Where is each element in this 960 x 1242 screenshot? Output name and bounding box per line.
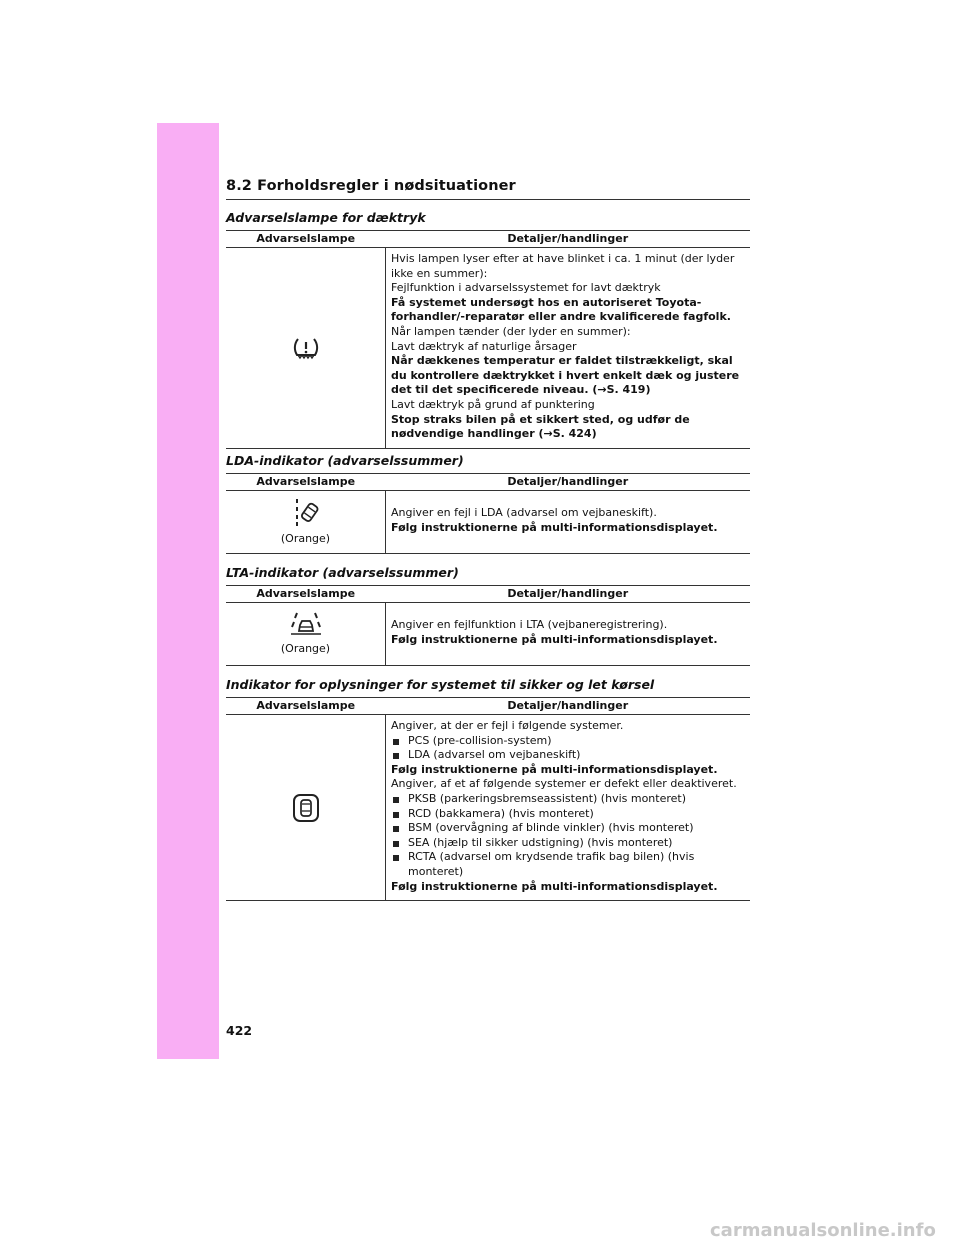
lamp-cell [226, 715, 386, 901]
list-item: RCTA (advarsel om krydsende trafik bag bilen) (hvis monteret) [391, 850, 746, 879]
lamp-cell [226, 603, 386, 666]
tire-pressure-table [226, 230, 750, 449]
list-item: LDA (advarsel om vejbaneskift) [391, 748, 746, 763]
detail-line: Når dækkenes temperatur er faldet tilstrækkeligt, skal du kontrollere dæktrykket i hvert enkelt dæk og justere det til det specificerede niveau. (→S. 419) [391, 354, 740, 397]
detail-line: Angiver en fejlfunktion i LTA (vejbaneregistrering). [391, 618, 668, 632]
detail-line: Hvis lampen lyser efter at have blinket i ca. 1 minut (der lyder ikke en summer): [391, 252, 735, 280]
detail-line: Angiver en fejl i LDA (advarsel om vejbaneskift). [391, 506, 657, 520]
col-header-details: Detaljer/handlinger [386, 586, 751, 603]
table-row [226, 491, 750, 554]
detail-line: Angiver, at der er fejl i følgende systemer. [391, 719, 624, 732]
table-row [226, 248, 750, 449]
section-title-text: Forholdsregler i nødsituationer [257, 178, 516, 194]
detail-line: Angiver, af et af følgende systemer er defekt eller deaktiveret. [391, 777, 737, 791]
section-title [226, 178, 516, 194]
section-number: 8.2 [226, 178, 252, 194]
table-heading-safe-driving: Indikator for oplysninger for systemet til sikker og let kørsel [226, 677, 655, 692]
detail-line: Lavt dæktryk af naturlige årsager [391, 339, 577, 353]
col-header-details: Detaljer/handlinger [386, 231, 751, 248]
safe-driving-info-icon [226, 793, 385, 823]
table-heading-lda: LDA-indikator (advarselssummer) [226, 453, 464, 468]
detail-line: Følg instruktionerne på multi-informationsdisplayet. [391, 521, 718, 534]
lamp-cell [226, 248, 386, 449]
detail-line: Følg instruktionerne på multi-informationsdisplayet. [391, 762, 718, 776]
detail-line: Følg instruktionerne på multi-informationsdisplayet. [391, 879, 718, 893]
col-header-lamp: Advarselslampe [226, 231, 386, 248]
page-number: 422 [226, 1023, 253, 1038]
section-rule [226, 199, 750, 200]
safe-driving-table [226, 697, 750, 901]
details-cell [386, 248, 751, 449]
detail-line: Fejlfunktion i advarselssystemet for lavt dæktryk [391, 281, 661, 295]
lane-departure-alert-icon [226, 497, 385, 527]
detail-line: Få systemet undersøgt hos en autoriseret Toyota-forhandler/-reparatør eller andre kvalificerede fagfolk. [391, 295, 731, 324]
lane-tracing-assist-icon [226, 611, 385, 637]
table-heading-lta: LTA-indikator (advarselssummer) [226, 565, 459, 580]
col-header-lamp: Advarselslampe [226, 474, 386, 491]
detail-line: Stop straks bilen på et sikkert sted, og udfør de nødvendige handlinger (→S. 424) [391, 412, 690, 441]
col-header-details: Detaljer/handlinger [386, 474, 751, 491]
lda-table [226, 473, 750, 554]
detail-line: Følg instruktionerne på multi-informationsdisplayet. [391, 633, 718, 646]
list-item: SEA (hjælp til sikker udstigning) (hvis monteret) [391, 836, 746, 851]
col-header-details: Detaljer/handlinger [386, 698, 751, 715]
details-cell [386, 491, 751, 554]
list-item: RCD (bakkamera) (hvis monteret) [391, 807, 746, 822]
detail-line: Lavt dæktryk på grund af punktering [391, 397, 595, 411]
col-header-lamp: Advarselslampe [226, 698, 386, 715]
table-heading-tire-pressure: Advarselslampe for dæktryk [226, 210, 426, 225]
lamp-caption: (Orange) [280, 642, 331, 656]
chapter-tab [157, 123, 219, 1059]
list-item: PCS (pre-collision-system) [391, 734, 746, 749]
details-cell [386, 603, 751, 666]
detail-line: Når lampen tænder (der lyder en summer): [391, 324, 631, 338]
col-header-lamp: Advarselslampe [226, 586, 386, 603]
watermark: carmanualsonline.info [710, 1220, 936, 1241]
table-row [226, 715, 750, 901]
list-item: PKSB (parkeringsbremseassistent) (hvis monteret) [391, 792, 746, 807]
tire-pressure-warning-icon [226, 336, 385, 360]
details-cell [386, 715, 751, 901]
table-row [226, 603, 750, 666]
lta-table [226, 585, 750, 666]
lamp-cell [226, 491, 386, 554]
lamp-caption: (Orange) [280, 532, 331, 546]
list-item: BSM (overvågning af blinde vinkler) (hvis monteret) [391, 821, 746, 836]
